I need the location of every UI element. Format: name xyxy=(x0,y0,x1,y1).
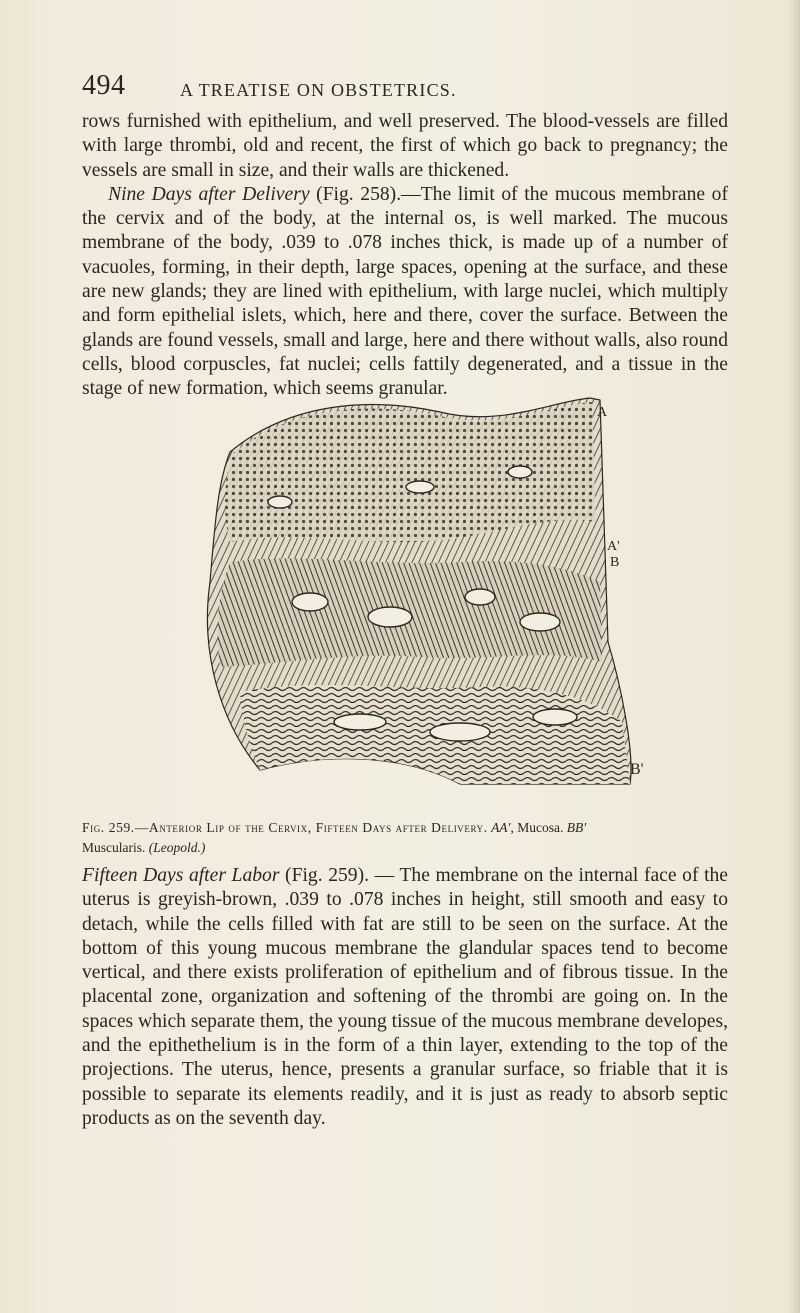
caption-aa: AA' xyxy=(491,820,511,835)
running-head: A TREATISE ON OBSTETRICS. xyxy=(180,80,457,100)
page-number: 494 xyxy=(82,70,126,101)
figure-label-b-prime: B' xyxy=(630,761,644,778)
paragraph-1-text-b: (Fig. 258).—The limit of the mucous membrane of the cervix and of the body, at the internal os, is well marked. The mucous membrane of the body, .039 to .078 inches thick, is made up of a number of vacuoles, forming, in their depth, large spaces, opening at the surface, and these are new glands; they are lined with epithelium, with large nuclei, which multiply and form epithelial islets, which, here and there, cover the surface. Between the glands are found vessels, small and large, here and there without walls, also round cells, blood corpuscles, fat nuclei; cells fattily degenerated, and a tissue in the stage of new formation, which seems granular. xyxy=(82,183,728,400)
section-heading-fifteen-days: Fifteen Days after Labor xyxy=(82,865,280,886)
figure-label-a: A xyxy=(597,405,608,420)
paragraph-2-section xyxy=(82,864,728,1131)
paragraph-1-section xyxy=(82,183,728,402)
figure-label-a-prime: A' xyxy=(607,539,620,554)
paragraph-2-text: (Fig. 259). — The membrane on the internal face of the uterus is greyish-brown, .039 to .078 inches in height, still smooth and easy to detach, while the cells filled with fat are still to be seen on the surface. At the bottom of this young mucous membrane the glandular spaces tend to become vertical, and there exists proliferation of epithelium and of fibrous tissue. In the placental zone, organization and softening of the thrombi are going on. In the spaces which separate them, the young tissue of the mucous membrane developes, and the epithethelium is in the form of a thin layer, extending to the top of the projections. The uterus, hence, presents a granular surface, so friable that it is possible to separate its elements readily, and it is just as ready to absorb septic products as on the seventh day. xyxy=(82,865,729,1129)
page-edge-shadow xyxy=(788,0,800,1313)
page-header xyxy=(82,70,722,110)
figure-caption xyxy=(82,818,728,858)
paragraph-1 xyxy=(82,110,728,402)
caption-source: (Leopold.) xyxy=(148,840,206,855)
caption-figure-label: Fig. 259.—Anterior Lip of the Cervix, Fifteen Days after Delivery. xyxy=(82,820,488,835)
caption-muscularis: Muscularis. xyxy=(82,840,146,855)
caption-bb: BB' xyxy=(566,820,587,835)
paragraph-1-text-a: rows furnished with epithelium, and well preserved. The blood-vessels are filled with large thrombi, old and recent, the first of which go back to pregnancy; the vessels are small in size, and their walls are thickened. xyxy=(82,111,728,181)
paragraph-2 xyxy=(82,864,728,1131)
figure-cervix-illustration xyxy=(160,392,722,808)
figure-label-b: B xyxy=(610,555,620,570)
caption-mucosa: , Mucosa. xyxy=(510,820,564,835)
section-heading-nine-days: Nine Days after Delivery xyxy=(108,183,310,205)
